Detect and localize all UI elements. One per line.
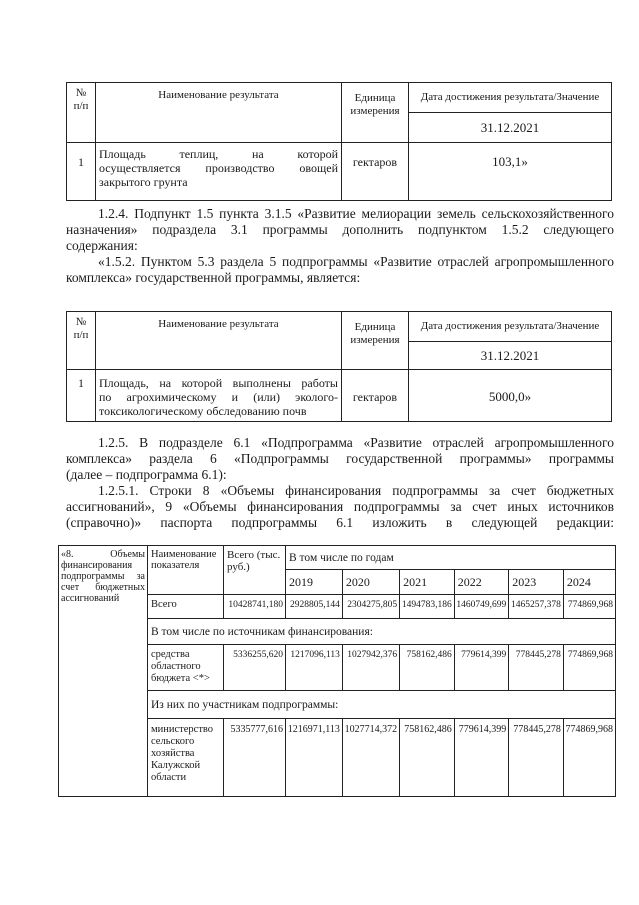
result-name-line: Площадь, на которой выполнены работы: [99, 376, 338, 390]
results-table-1: [66, 82, 612, 201]
total-value: 2304275,805: [342, 595, 399, 619]
total-label: Всего: [148, 595, 224, 619]
ministry-value: 758162,486: [400, 719, 455, 797]
total-value: 2928805,144: [286, 595, 343, 619]
col-number-header: [67, 83, 96, 143]
total-value: 10428741,180: [224, 595, 286, 619]
col-name-header: Наименование показателя: [148, 546, 224, 595]
paragraph-1-2-5: [66, 435, 614, 531]
regional-value: 774869,968: [563, 645, 615, 691]
year-2022: 2022: [454, 570, 509, 595]
paragraph-line: «1.5.2. Пунктом 5.3 раздела 5 подпрограммы «Развитие отраслей агропромышленного: [98, 254, 614, 269]
row-number: 1: [67, 143, 96, 201]
result-name-line: осуществляется производство овощей: [99, 161, 338, 175]
unit-value: гектаров: [342, 370, 409, 422]
year-2023: 2023: [509, 570, 564, 595]
paragraph-line: комплекса» раздела 6 «Подпрограммы государственной программы» программы: [66, 451, 614, 466]
row-number: 1: [67, 370, 96, 422]
unit-value: гектаров: [342, 143, 409, 201]
financing-table: [58, 545, 616, 797]
paragraph-line: (справочно)» паспорта подпрограммы 6.1 изложить в следующей редакции:: [66, 515, 614, 530]
result-name: [96, 370, 342, 422]
regional-value: 1027942,376: [342, 645, 399, 691]
col-unit-header: Единица измерения: [342, 83, 409, 143]
result-name-line: Площадь теплиц, на которой: [99, 147, 338, 161]
regional-value: 758162,486: [400, 645, 455, 691]
paragraph-1-2-4: [66, 206, 614, 286]
paragraph-line: ассигнований», 9 «Объемы финансирования подпрограммы за счет иных источников: [66, 499, 614, 514]
year-2024: 2024: [563, 570, 615, 595]
result-name-line: токсикологическому обследованию почв: [99, 404, 307, 418]
result-value: 103,1»: [409, 143, 612, 201]
col-years-header: В том числе по годам: [286, 546, 616, 570]
date-value: 31.12.2021: [409, 113, 612, 143]
date-value: 31.12.2021: [409, 342, 612, 370]
col-number-pp: п/п: [73, 329, 89, 341]
col-number-sign: №: [75, 87, 87, 99]
ministry-value: 1027714,372: [342, 719, 399, 797]
col-date-header: Дата достижения результата/Значение: [409, 312, 612, 342]
result-name: [96, 143, 342, 201]
col-name-header: Наименование результата: [96, 83, 342, 143]
ministry-value: 1216971,113: [286, 719, 343, 797]
paragraph-line: (далее – подпрограмма 6.1):: [66, 467, 227, 482]
row-label-financing: «8. Объемы финансирования подпрограммы за счет бюджетных ассигнований: [59, 546, 148, 797]
col-number-header: [67, 312, 96, 370]
regional-value: 5336255,620: [224, 645, 286, 691]
col-number-sign: №: [75, 316, 87, 328]
ministry-value: 5335777,616: [224, 719, 286, 797]
sources-header: В том числе по источникам финансирования:: [148, 619, 616, 645]
result-name-line: закрытого грунта: [99, 175, 188, 189]
ministry-label: министерство сельского хозяйства Калужской области: [148, 719, 224, 797]
col-unit-header: Единица измерения: [342, 312, 409, 370]
col-number-pp: п/п: [73, 100, 89, 112]
total-value: 1494783,186: [400, 595, 455, 619]
regional-budget-label: средства областного бюджета <*>: [148, 645, 224, 691]
paragraph-line: 1.2.5. В подразделе 6.1 «Подпрограмма «Развитие отраслей агропромышленного: [98, 435, 614, 450]
participants-header: Из них по участникам подпрограммы:: [148, 691, 616, 719]
paragraph-line: 1.2.5.1. Строки 8 «Объемы финансирования подпрограммы за счет бюджетных: [98, 483, 614, 498]
year-2021: 2021: [400, 570, 455, 595]
results-table-2: [66, 311, 612, 422]
paragraph-line: содержания:: [66, 238, 138, 253]
paragraph-line: назначения» подраздела 3.1 программы дополнить подпунктом 1.5.2 следующего: [66, 222, 614, 237]
regional-value: 779614,399: [454, 645, 509, 691]
year-2020: 2020: [342, 570, 399, 595]
ministry-value: 778445,278: [509, 719, 564, 797]
paragraph-line: комплекса» государственной программы, является:: [66, 270, 361, 285]
regional-value: 778445,278: [509, 645, 564, 691]
ministry-value: 774869,968: [563, 719, 615, 797]
regional-value: 1217096,113: [286, 645, 343, 691]
total-value: 1460749,699: [454, 595, 509, 619]
year-2019: 2019: [286, 570, 343, 595]
total-value: 774869,968: [563, 595, 615, 619]
result-name-line: по агрохимическому и (или) эколого-: [99, 390, 338, 404]
ministry-value: 779614,399: [454, 719, 509, 797]
paragraph-line: 1.2.4. Подпункт 1.5 пункта 3.1.5 «Развитие мелиорации земель сельскохозяйственного: [98, 206, 614, 221]
col-date-header: Дата достижения результата/Значение: [409, 83, 612, 113]
col-name-header: Наименование результата: [96, 312, 342, 370]
total-value: 1465257,378: [509, 595, 564, 619]
result-value: 5000,0»: [409, 370, 612, 422]
col-total-header: Всего (тыс. руб.): [224, 546, 286, 595]
